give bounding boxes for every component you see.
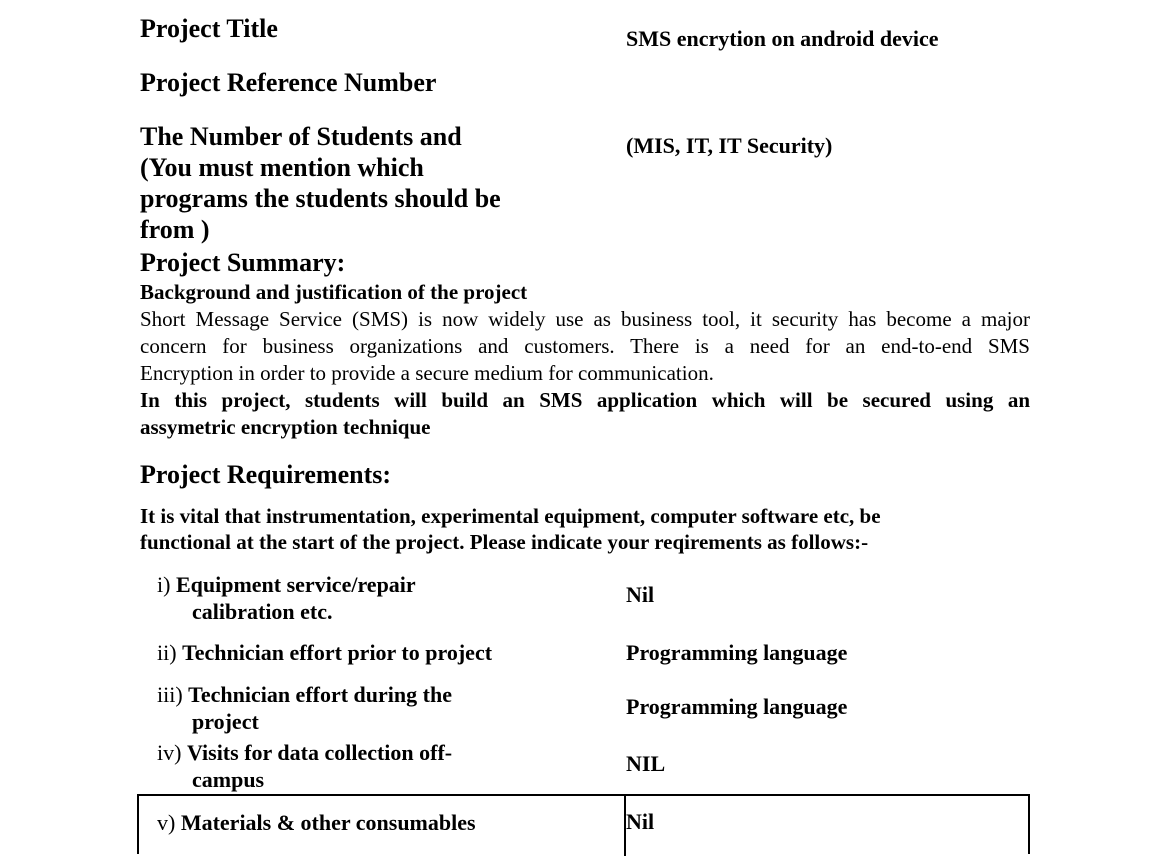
requirement-text: Materials & other consumables bbox=[180, 810, 476, 835]
students-label-line: programs the students should be bbox=[140, 184, 501, 213]
summary-body-line: Short Message Service (SMS) is now widely use as business tool, it security has become a major bbox=[140, 307, 1030, 331]
requirement-prefix: iii) bbox=[157, 682, 189, 707]
students-label-line: (You must mention which bbox=[140, 153, 424, 182]
students-label-line: from ) bbox=[140, 215, 210, 244]
requirement-value: Programming language bbox=[626, 640, 848, 665]
requirement-label bbox=[157, 571, 416, 625]
requirement-text-cont: campus bbox=[192, 767, 265, 792]
requirements-intro-line: It is vital that instrumentation, experimental equipment, computer software etc, be bbox=[140, 504, 881, 528]
requirement-text: Visits for data collection off- bbox=[186, 740, 453, 765]
requirement-prefix: i) bbox=[157, 572, 176, 597]
summary-bold-line: In this project, students will build an SMS application which will be secured using an bbox=[140, 388, 1030, 412]
requirement-text-cont: project bbox=[192, 709, 259, 734]
project-reference-label: Project Reference Number bbox=[140, 68, 437, 97]
project-title-label: Project Title bbox=[140, 14, 278, 43]
requirement-text: Technician effort during the bbox=[188, 682, 452, 707]
students-value: (MIS, IT, IT Security) bbox=[626, 133, 833, 158]
requirement-label bbox=[157, 739, 452, 793]
requirement-label bbox=[157, 639, 492, 666]
requirements-intro bbox=[140, 503, 881, 555]
requirement-text-cont: calibration etc. bbox=[192, 599, 333, 624]
requirement-value: Nil bbox=[626, 809, 655, 834]
requirement-prefix: ii) bbox=[157, 640, 183, 665]
summary-subheading: Background and justification of the project bbox=[140, 280, 528, 304]
requirement-label bbox=[157, 681, 452, 735]
requirement-value: NIL bbox=[626, 751, 666, 776]
summary-body-line: concern for business organizations and customers. There is a need for an end-to-end SMS bbox=[140, 334, 1030, 358]
requirement-prefix: v) bbox=[157, 810, 181, 835]
students-label-line: The Number of Students and bbox=[140, 122, 462, 151]
requirements-intro-line: functional at the start of the project. Please indicate your reqirements as follows:- bbox=[140, 530, 869, 554]
summary-bold-line: assymetric encryption technique bbox=[140, 415, 431, 439]
requirement-prefix: iv) bbox=[157, 740, 187, 765]
requirement-label bbox=[157, 809, 476, 836]
students-label bbox=[140, 121, 501, 245]
requirements-heading: Project Requirements: bbox=[140, 460, 392, 489]
summary-body-line: Encryption in order to provide a secure medium for communication. bbox=[140, 361, 714, 385]
requirement-value: Nil bbox=[626, 582, 655, 607]
requirement-text: Equipment service/repair bbox=[175, 572, 416, 597]
requirement-value: Programming language bbox=[626, 694, 848, 719]
requirement-text: Technician effort prior to project bbox=[182, 640, 493, 665]
summary-heading: Project Summary: bbox=[140, 248, 346, 277]
summary-body bbox=[140, 306, 1030, 440]
project-title-value: SMS encrytion on android device bbox=[626, 26, 939, 51]
